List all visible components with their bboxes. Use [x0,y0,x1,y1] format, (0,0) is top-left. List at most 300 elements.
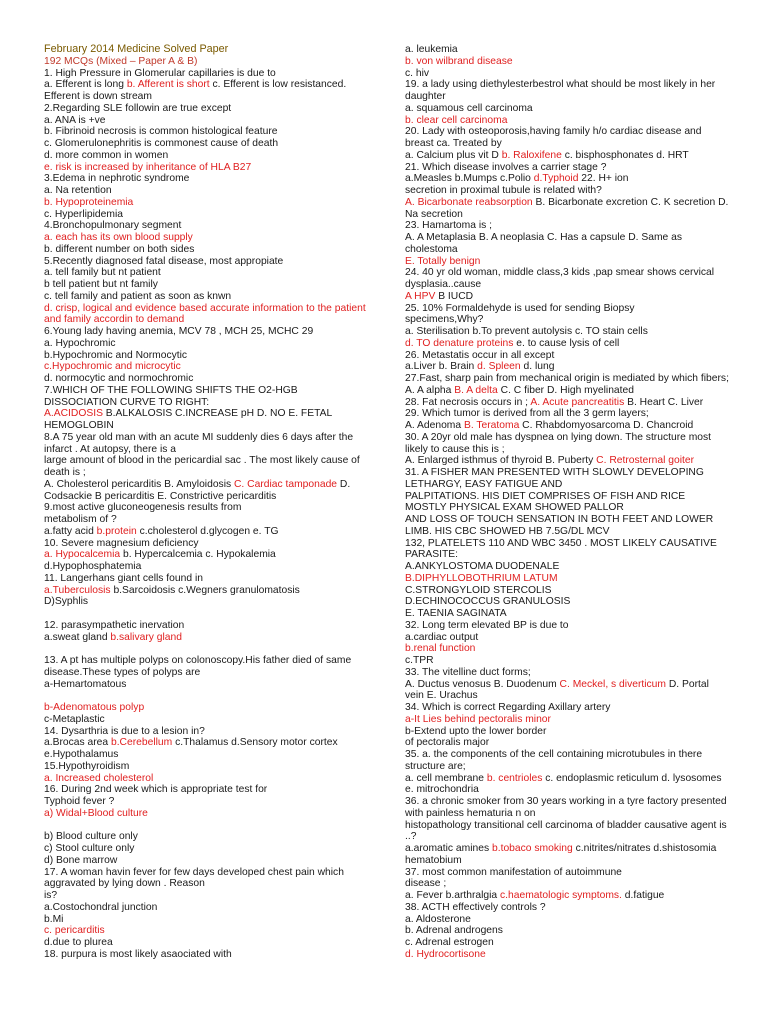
text-line [405,843,750,855]
text-line [405,902,750,914]
question-text: c. tell family and patient as soon as knwn [44,290,232,302]
text-line [44,408,396,420]
text-line [405,467,750,479]
text-line [44,726,396,738]
text-line [405,256,750,268]
text-line [44,773,396,785]
question-text: d) Bone marrow [44,854,118,866]
text-line [405,291,750,303]
question-text: a.aromatic amines [405,843,492,854]
text-line [405,79,750,91]
question-text: dysplasia..cause [405,279,482,290]
question-text: histopathology transitional cell carcinoma of bladder causative agent is [405,819,727,831]
text-line [44,643,396,655]
page-title: February 2014 Medicine Solved Paper [44,44,229,55]
text-line [44,925,396,937]
question-text: C.STRONGYLOID STERCOLIS [405,584,552,596]
question-text: c. endoplasmic reticulum d. lysosomes [542,772,722,784]
text-line [405,432,750,444]
question-text: Na secretion [405,208,463,220]
question-text: 31. A FISHER MAN PRESENTED WITH SLOWLY DEVELOPING [405,467,704,478]
answer-text: b.Cerebellum [110,737,173,749]
text-line [405,479,750,491]
question-text: aggravated by lying down . Reason [44,878,205,890]
answer-text: C. Retrosternal goiter [596,455,695,467]
question-text: specimens,Why? [405,314,484,326]
text-line [405,279,750,291]
answer-text: A. Acute pancreatitis [530,396,625,408]
question-text: B IUCD [435,290,474,302]
answer-text: a) Widal+Blood culture [44,807,148,819]
answer-text: b-Adenomatous polyp [44,702,145,713]
question-text: b) Blood culture only [44,831,138,843]
text-line [405,937,750,949]
question-text: a. tell family but nt patient [44,267,161,279]
question-text: 28. Fat necrosis occurs in ; [405,396,531,408]
question-text: 21. Which disease involves a carrier stage ? [405,161,607,173]
text-line [44,279,396,291]
text-line [44,561,396,573]
text-line [405,808,750,820]
question-text: 20. Lady with osteoporosis,having family h/o cardiac disease and [405,126,702,138]
text-line [405,220,750,232]
question-text: a. cell membrane [405,772,487,784]
question-text: C. C fiber D. High myelinated [497,384,634,396]
answer-text: d.Typhoid [533,173,579,185]
question-text: b.Mi [44,913,64,925]
text-line [44,115,396,127]
question-text: A. Ductus venosus B. Duodenum [405,678,560,690]
text-line [44,361,396,373]
text-line [44,303,396,315]
question-text: A. A alpha [405,384,455,396]
text-line [44,573,396,585]
text-line [44,632,396,644]
question-text: a. ANA is +ve [44,114,106,126]
text-line [405,737,750,749]
text-line [44,878,396,890]
text-line [405,632,750,644]
question-text: 12. parasympathetic inervation [44,619,185,631]
question-text: d.Hypophosphatemia [44,561,142,572]
answer-text: b. Raloxifene [501,149,562,161]
question-text: of pectoralis major [405,737,490,749]
text-line [405,526,750,538]
text-line [44,949,396,961]
question-text: b. Fibrinoid necrosis is common histological feature [44,126,278,138]
answer-text: d. Hydrocortisone [405,948,486,960]
text-line [405,502,750,514]
text-line [405,796,750,808]
question-text: a.cardiac output [405,631,479,643]
text-line [405,726,750,738]
answer-text: and family accordin to demand [44,314,185,326]
question-text: 24. 40 yr old woman, middle class,3 kids ,pap smear shows cervical [405,267,715,279]
answer-text: c.Hypochromic and microcytic [44,361,181,373]
text-line [44,350,396,362]
question-text: 4.Bronchopulmonary segment [44,220,182,232]
text-line [405,244,750,256]
text-line [44,197,396,209]
text-line [44,209,396,221]
text-line [44,385,396,397]
text-line [44,220,396,232]
question-text: c-Metaplastic [44,713,105,725]
text-line [405,455,750,467]
text-line [44,737,396,749]
answer-text: c.haematologic symptoms. [500,890,622,901]
text-line [44,890,396,902]
question-text: 16. During 2nd week which is appropriate test for [44,784,268,796]
text-line [44,549,396,561]
question-text: b.Sarcoidosis c.Wegners granulomatosis [110,584,300,596]
text-line [405,185,750,197]
question-text: d. normocytic and normochromic [44,373,194,384]
question-text: 11. Langerhans giant cells found in [44,572,203,584]
text-line [405,44,750,56]
question-text: LIMB. HIS CBC SHOWED HB 7.5G/DL MCV [405,525,610,537]
question-text: c. hiv [405,67,430,79]
question-text: 25. 10% Formaldehyde is used for sending Biopsy [405,302,635,314]
question-text: e.Hypothalamus [44,749,119,760]
question-text: 38. ACTH effectively controls ? [405,901,546,913]
text-line [405,714,750,726]
text-line [405,103,750,115]
text-line [44,455,396,467]
text-line [44,596,396,608]
question-text: d.fatigue [621,890,665,901]
answer-text: A.ACIDOSIS [44,408,103,420]
text-line [405,749,750,761]
question-text: PARASITE: [405,549,459,561]
text-line [44,373,396,385]
question-text: 2.Regarding SLE followin are true except [44,102,232,114]
question-text: 27.Fast, sharp pain from mechanical origin is mediated by which fibers; [405,373,729,384]
text-line [44,831,396,843]
text-line [44,150,396,162]
page-subtitle: 192 MCQs (Mixed – Paper A & B) [44,55,198,67]
text-line [44,514,396,526]
question-text: 13. A pt has multiple polyps on colonoscopy.His father died of same [44,655,352,666]
text-line [44,914,396,926]
text-line [405,514,750,526]
text-line [405,338,750,350]
answer-text: E. Totally benign [405,255,481,267]
answer-text: B. A delta [454,384,498,396]
question-text: c.cholesterol d.glycogen e. TG [136,525,279,537]
text-line [405,702,750,714]
question-text: 19. a lady using diethylesterbestrol what should be most likely in her [405,79,716,91]
answer-text: A HPV [405,290,436,302]
question-text: 35. a. the components of the cell containing microtubules in there [405,749,703,760]
answer-text: d. TO denature proteins [405,337,514,349]
question-text: structure are; [405,760,466,772]
question-text: Typhoid fever ? [44,796,115,807]
question-text: a.fatty acid [44,525,97,537]
left-column-lines [44,68,396,961]
text-line [44,185,396,197]
left-column [44,44,396,961]
answer-text: b.renal function [405,643,476,655]
text-line [405,914,750,926]
question-text: ..? [405,831,417,843]
text-line [405,596,750,608]
question-text: A. Adenoma [405,420,464,431]
text-line [405,68,750,80]
text-line [405,326,750,338]
question-text: e. mitrochondria [405,784,479,796]
text-line [405,773,750,785]
text-line [405,267,750,279]
text-line [405,138,750,150]
question-text: D. Portal [665,678,709,690]
text-line [405,444,750,456]
text-line [405,549,750,561]
right-column [405,44,750,961]
question-text: a. leukemia [405,44,458,55]
question-text: 10. Severe magnesium deficiency [44,537,199,549]
answer-text: b. Hypoproteinemia [44,196,134,208]
text-line [44,91,396,103]
question-text: 30. A 20yr old male has dyspnea on lying down. The structure most [405,431,712,443]
question-text: a.Costochondral junction [44,901,158,913]
text-line [44,655,396,667]
question-text: breast ca. Treated by [405,138,502,149]
question-text: c) Stool culture only [44,843,135,854]
text-line [44,538,396,550]
text-line [44,103,396,115]
question-text: 17. A woman havin fever for few days developed chest pain which [44,866,344,878]
text-line [44,491,396,503]
question-text: D.ECHINOCOCCUS GRANULOSIS [405,596,571,608]
question-text: e. to cause lysis of cell [513,337,620,349]
text-line [44,467,396,479]
question-text: 23. Hamartoma is ; [405,220,492,232]
text-line [44,326,396,338]
question-text: metabolism of ? [44,514,117,525]
text-line [405,197,750,209]
text-line [405,690,750,702]
text-line [405,91,750,103]
question-text: 5.Recently diagnosed fatal disease, most appropiate [44,255,284,267]
question-text: d. lung [520,361,555,373]
question-text: LETHARGY, EASY FATIGUE AND [405,478,563,490]
text-line [44,502,396,514]
text-line [44,608,396,620]
text-line [405,890,750,902]
question-text: d.due to plurea [44,937,113,948]
text-line [44,679,396,691]
text-line [405,491,750,503]
text-line [44,138,396,150]
question-text: 36. a chronic smoker from 30 years working in a tyre factory presented [405,796,727,807]
text-line [44,432,396,444]
answer-text: b.protein [96,525,137,537]
text-line [44,256,396,268]
question-text: 15.Hypothyroidism [44,760,130,772]
text-line [44,314,396,326]
text-line [44,902,396,914]
answer-text: a. Increased cholesterol [44,772,154,784]
text-line [405,350,750,362]
question-text: likely to cause this is ; [405,443,505,455]
text-line [405,397,750,409]
question-text: 22. H+ ion [578,173,629,185]
text-line [44,702,396,714]
text-line [44,79,396,91]
answer-text: b. clear cell carcinoma [405,114,508,126]
answer-text: a-It Lies behind pectoralis minor [405,713,551,725]
question-text: cholestoma [405,243,458,255]
text-line [405,761,750,773]
question-text: c. Hyperlipidemia [44,208,123,220]
answer-text: a. each has its own blood supply [44,232,193,243]
question-text: 132, PLATELETS 110 AND WBC 3450 . MOST LIKELY CAUSATIVE [405,537,717,549]
text-line [44,620,396,632]
text-line [405,561,750,573]
question-text: 7.WHICH OF THE FOLLOWING SHIFTS THE O2-HGB [44,384,298,396]
question-text: D. [337,478,351,490]
question-text: vein E. Urachus [405,690,478,702]
answer-text: B. Teratoma [463,420,520,431]
text-line [405,855,750,867]
answer-text: e. risk is increased by inheritance of HLA B27 [44,161,252,173]
text-line [405,538,750,550]
text-line [405,831,750,843]
answer-text: B.DIPHYLLOBOTHRIUM LATUM [405,572,558,584]
question-text: PALPITATIONS. HIS DIET COMPRISES OF FISH AND RICE [405,490,686,502]
text-line [44,68,396,80]
question-text: a. Hypochromic [44,337,116,349]
question-text: b. different number on both sides [44,243,195,255]
answer-text: b. von wilbrand disease [405,55,513,67]
question-text: b tell patient but nt family [44,279,158,290]
text-line [44,714,396,726]
text-line [44,585,396,597]
text-line [405,150,750,162]
question-text: 18. purpura is most likely asaociated with [44,948,232,960]
answer-text: a. Hypocalcemia [44,549,121,561]
question-text: 26. Metastatis occur in all except [405,349,555,361]
text-line [405,173,750,185]
question-text: disease ; [405,878,447,890]
question-text: a-Hemartomatous [44,678,127,690]
question-text: A. A Metaplasia B. A neoplasia C. Has a capsule D. Same as [405,232,683,243]
question-text: c.TPR [405,655,434,666]
answer-text: C. Meckel, s diverticum [559,678,666,690]
text-line [405,820,750,832]
text-line [405,56,750,68]
question-text: b. Adrenal androgens [405,925,503,937]
question-text: 8.A 75 year old man with an acute MI suddenly dies 6 days after the [44,431,354,443]
text-line [405,784,750,796]
text-line [405,385,750,397]
question-text: 29. Which tumor is derived from all the 3 germ layers; [405,408,649,420]
text-line [44,338,396,350]
text-line [44,126,396,138]
text-line [44,749,396,761]
question-text: is? [44,890,58,901]
answer-text: c. pericarditis [44,925,105,937]
question-text: c.nitrites/nitrates d.shistosomia [572,843,717,854]
text-line [44,173,396,185]
answer-text: b. centrioles [486,772,543,784]
question-text: a.Liver b. Brain [405,361,478,373]
answer-text: b.salivary gland [110,631,182,643]
text-line [405,949,750,961]
text-line [44,526,396,538]
question-text: a. Aldosterone [405,913,471,925]
question-text: a. Na retention [44,185,112,196]
question-text: 32. Long term elevated BP is due to [405,619,569,631]
text-line [405,878,750,890]
question-text: disease.These types of polyps are [44,666,201,678]
text-line [405,679,750,691]
text-line [44,808,396,820]
answer-text: A. Bicarbonate reabsorption [405,196,533,208]
text-line [44,162,396,174]
question-text: Codsackie B pericarditis E. Constrictive pericarditis [44,490,277,502]
question-text: c.Thalamus d.Sensory motor cortex [172,737,338,749]
text-line [405,126,750,138]
question-text: daughter [405,91,446,102]
text-line [44,820,396,832]
text-line [44,397,396,409]
question-text: Efferent is down stream [44,91,152,102]
question-text: b. Hypercalcemia c. Hypokalemia [120,549,276,561]
text-line [405,867,750,879]
answer-text: b. Afferent is short [126,79,210,91]
text-line [44,784,396,796]
text-line [405,408,750,420]
text-line [405,655,750,667]
text-line [44,232,396,244]
text-line [44,667,396,679]
question-text: a. Efferent is long [44,79,127,91]
text-line [44,690,396,702]
question-text: E. TAENIA SAGINATA [405,608,507,619]
text-line [44,855,396,867]
question-text: 34. Which is correct Regarding Axillary artery [405,702,611,713]
text-line [405,209,750,221]
text-line [44,291,396,303]
answer-text: C. Cardiac tamponade [234,478,338,490]
question-text: HEMOGLOBIN [44,420,114,431]
question-text: c. Efferent is low resistanced. [209,79,347,91]
text-line [405,925,750,937]
question-text: d. more common in women [44,149,169,161]
text-line [405,585,750,597]
question-text: B. Bicarbonate excretion C. K secretion D. [532,196,729,208]
text-line [405,420,750,432]
question-text: a.sweat gland [44,631,111,643]
text-line [405,232,750,244]
text-line [405,608,750,620]
question-text: B. Heart C. Liver [624,396,704,408]
text-line [405,373,750,385]
question-text: 9.most active gluconeogenesis results from [44,502,242,514]
question-text: AND LOSS OF TOUCH SENSATION IN BOTH FEET AND LOWER [405,514,714,525]
question-text: a. Fever b.arthralgia [405,890,501,901]
text-line [405,162,750,174]
question-text: death is ; [44,467,86,478]
question-text: with painless hematuria n on [405,807,536,819]
question-text: B.ALKALOSIS C.INCREASE pH D. NO E. FETAL [102,408,333,420]
question-text: 3.Edema in nephrotic syndrome [44,173,190,185]
answer-text: d. crisp, logical and evidence based accurate information to the patient [44,302,366,314]
text-line [405,667,750,679]
text-line [405,361,750,373]
